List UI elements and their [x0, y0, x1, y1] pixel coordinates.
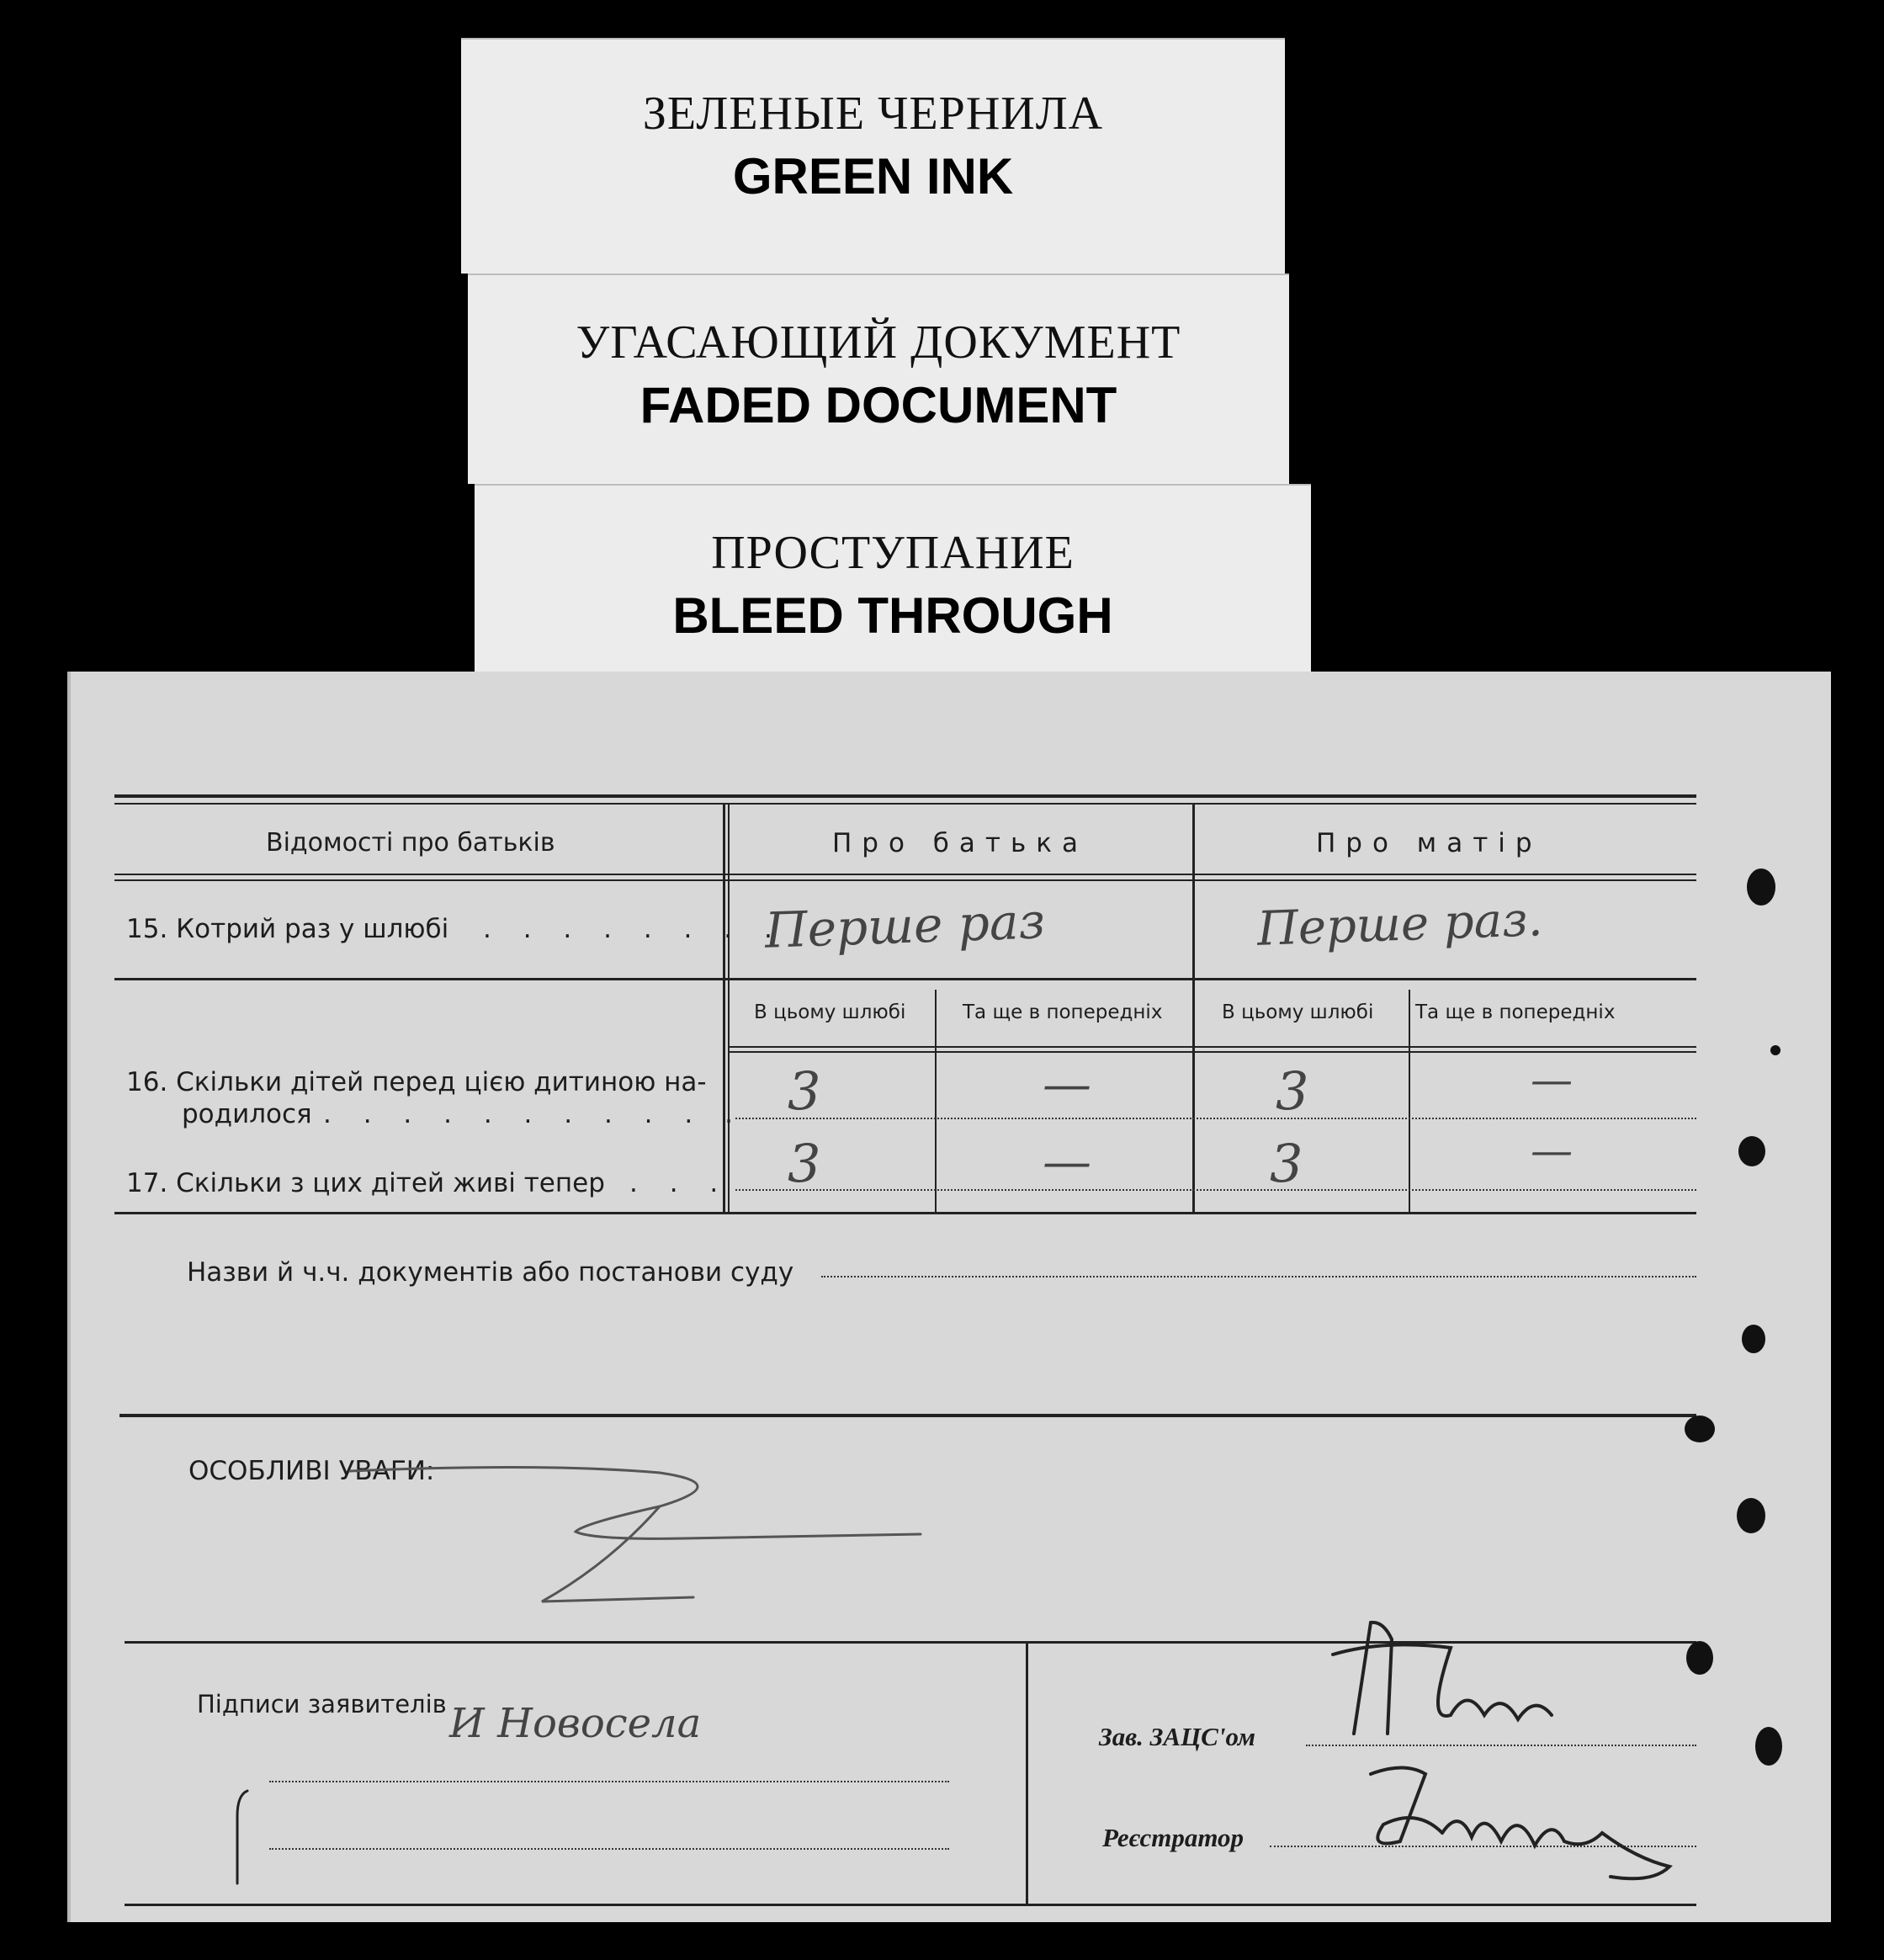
- subheader-mother-prev: Та ще в попередніх: [1415, 1001, 1616, 1023]
- row15-mother-value: Перше раз.: [1255, 892, 1544, 957]
- punch-hole: [1747, 868, 1775, 906]
- head-signature-stroke-1: [1354, 1623, 1392, 1734]
- punch-hole: [1685, 1416, 1715, 1442]
- documents-label: Назви й ч.ч. документів або постанови суду: [187, 1257, 794, 1288]
- punch-hole: [1738, 1136, 1765, 1166]
- subheader-mother-this: В цьому шлюбі: [1222, 1001, 1374, 1023]
- label-en: GREEN INK: [732, 148, 1014, 204]
- row16-label-line2: родилося: [182, 1099, 312, 1129]
- header-parents-info: Відомості про батьків: [266, 828, 555, 858]
- label-card-green-ink: [461, 38, 1285, 274]
- document-sheet: [67, 672, 1831, 1922]
- punch-hole: [1742, 1325, 1765, 1353]
- registrar-label: Реєстратор: [1102, 1823, 1245, 1852]
- label-card-bleed-through: [475, 484, 1311, 686]
- dot-leader: . . . . . . . .: [483, 914, 784, 944]
- row17-mother-this: 3: [1270, 1133, 1303, 1194]
- notes-flourish: [350, 1467, 921, 1538]
- punch-hole: [1755, 1727, 1782, 1766]
- row16-label-line1: 16. Скільки дітей перед цією дитиною на-: [126, 1067, 707, 1097]
- row16-father-prev: —: [1043, 1055, 1091, 1113]
- row16-mother-prev: —: [1531, 1055, 1573, 1104]
- punch-hole: [1686, 1641, 1713, 1675]
- row17-father-prev: —: [1043, 1133, 1091, 1190]
- registrar-signature-stroke-2: [1442, 1821, 1669, 1878]
- subheader-father-this: В цьому шлюбі: [754, 1001, 906, 1023]
- header-father: Про батька: [832, 828, 1088, 858]
- row16-father-this: 3: [788, 1060, 821, 1122]
- special-notes-label: ОСОБЛИВІ УВАГИ:: [188, 1456, 435, 1486]
- label-en: BLEED THROUGH: [672, 587, 1113, 644]
- header-mother: Про матір: [1316, 828, 1542, 858]
- label-ru: ПРОСТУПАНИЕ: [711, 527, 1075, 579]
- row16-mother-this: 3: [1276, 1060, 1309, 1122]
- handwriting-strokes: [71, 672, 1831, 1922]
- label-en: FADED DOCUMENT: [639, 377, 1117, 433]
- registrar-signature-stroke-1: [1371, 1768, 1442, 1844]
- notes-flourish-tail: [542, 1506, 693, 1601]
- dot-leader: . . .: [629, 1168, 730, 1198]
- bracket-left: [237, 1791, 247, 1883]
- applicants-signatures-label: Підписи заявителів: [197, 1690, 447, 1718]
- punch-hole: [1770, 1045, 1781, 1055]
- row17-mother-prev: —: [1531, 1126, 1573, 1175]
- applicant-signature: И Новосела: [449, 1700, 702, 1747]
- label-ru: ЗЕЛЕНЫЕ ЧЕРНИЛА: [642, 88, 1104, 140]
- row15-father-value: Перше раз: [763, 892, 1047, 959]
- label-ru: УГАСАЮЩИЙ ДОКУМЕНТ: [576, 316, 1181, 369]
- subheader-father-prev: Та ще в попередніх: [963, 1001, 1163, 1023]
- head-label: Зав. ЗАЦС'ом: [1099, 1722, 1256, 1751]
- row15-label: 15. Котрий раз у шлюбі: [126, 914, 449, 944]
- row17-father-this: 3: [788, 1133, 821, 1194]
- dot-leader: . . . . . . . . . . .: [323, 1099, 745, 1129]
- row17-label: 17. Скільки з цих дітей живі тепер: [126, 1168, 605, 1198]
- punch-hole: [1737, 1498, 1765, 1533]
- label-card-faded-document: [468, 274, 1289, 484]
